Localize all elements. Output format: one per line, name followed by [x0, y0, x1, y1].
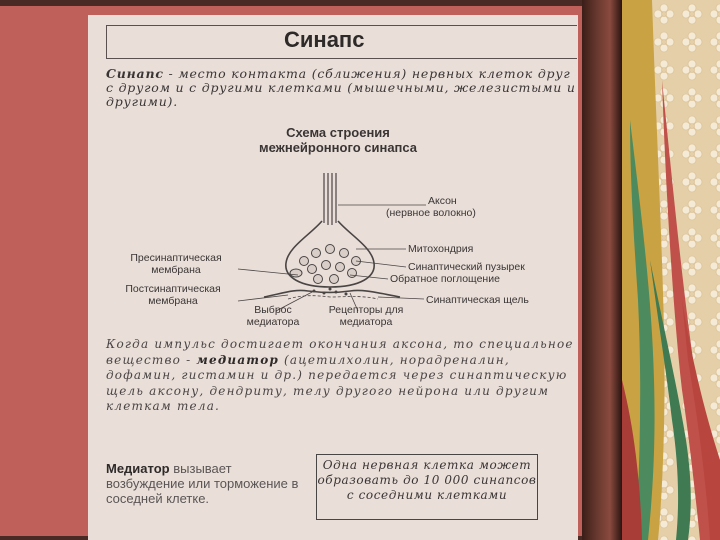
label-reuptake: Обратное поглощение: [390, 273, 500, 285]
decorative-ribbons-graphic: [622, 0, 720, 540]
definition-text: - место контакта (сближения) нервных клеток друг с другом и с другими клетками (мышечными, железистыми и другими).: [106, 66, 576, 109]
impulse-term: медиатор: [196, 352, 279, 367]
frame-top-border: [0, 0, 615, 6]
mediator-text: вызывает возбуждение или торможение в соседней клетке.: [106, 461, 299, 506]
vesicle: [330, 275, 339, 284]
impulse-text-2: (ацетилхолин, норадреналин, дофамин, гистамин и др.) передается через синаптическую щель аксону, дендриту, телу другого нейрона или другим клеткам тела.: [106, 352, 568, 413]
decorative-side-panel: [622, 0, 720, 540]
label-receptors: [314, 304, 418, 328]
label-axon: Аксон: [428, 195, 457, 207]
diagram-title: [218, 125, 458, 155]
label-presynaptic-line-1: Пресинаптическая: [130, 252, 222, 264]
vesicle: [314, 275, 323, 284]
vesicle: [300, 257, 309, 266]
definition-paragraph: [106, 67, 576, 109]
label-release-line-2: медиатора: [246, 316, 300, 328]
vesicle: [312, 249, 321, 258]
label-release-line-1: Выброс: [254, 304, 292, 316]
label-receptors-line-2: медиатора: [339, 316, 393, 328]
page-title: Синапс: [284, 27, 365, 52]
mitochondrion: [290, 269, 302, 277]
vesicle: [348, 269, 357, 278]
impulse-paragraph: [106, 337, 578, 415]
mediator-paragraph: [106, 461, 306, 506]
impulse-text-1: Когда импульс достигает окончания аксона, то специальное вещество -: [106, 337, 574, 367]
vesicle: [322, 261, 331, 270]
label-axon-sub: (нервное волокно): [386, 207, 476, 219]
vesicle: [308, 265, 317, 274]
label-vesicle: Синаптический пузырек: [408, 261, 525, 273]
vesicle: [340, 249, 349, 258]
diagram-title-line-2: межнейронного синапса: [258, 140, 418, 155]
scanned-textbook-page: [88, 15, 578, 540]
label-mitochondrion: Митохондрия: [408, 243, 474, 255]
definition-term: Синапс: [106, 66, 164, 81]
leader-presynaptic: [238, 269, 298, 275]
frame-right-border: [582, 0, 622, 540]
label-postsynaptic-line-2: мембрана: [148, 295, 198, 307]
label-mediator-release: [238, 304, 308, 328]
label-presynaptic-line-2: мембрана: [151, 264, 201, 276]
label-receptors-line-1: Рецепторы для: [328, 304, 404, 316]
vesicle: [326, 245, 335, 254]
leader-cleft: [378, 297, 424, 299]
label-postsynaptic: [108, 283, 238, 307]
leader-vesicle: [356, 261, 406, 267]
diagram-title-line-1: Схема строения: [286, 125, 390, 140]
mediator-term: Медиатор: [106, 461, 170, 476]
label-synaptic-cleft: Синаптическая щель: [426, 294, 529, 306]
synapse-count-note: Одна нервная клетка может образовать до 10 000 синапсов с соседними клетками: [316, 454, 538, 520]
postsynaptic-membrane-line: [264, 290, 400, 297]
vesicle: [336, 263, 345, 272]
label-presynaptic: [114, 252, 238, 276]
label-postsynaptic-line-1: Постсинаптическая: [125, 283, 221, 295]
leader-postsynaptic: [238, 295, 288, 301]
